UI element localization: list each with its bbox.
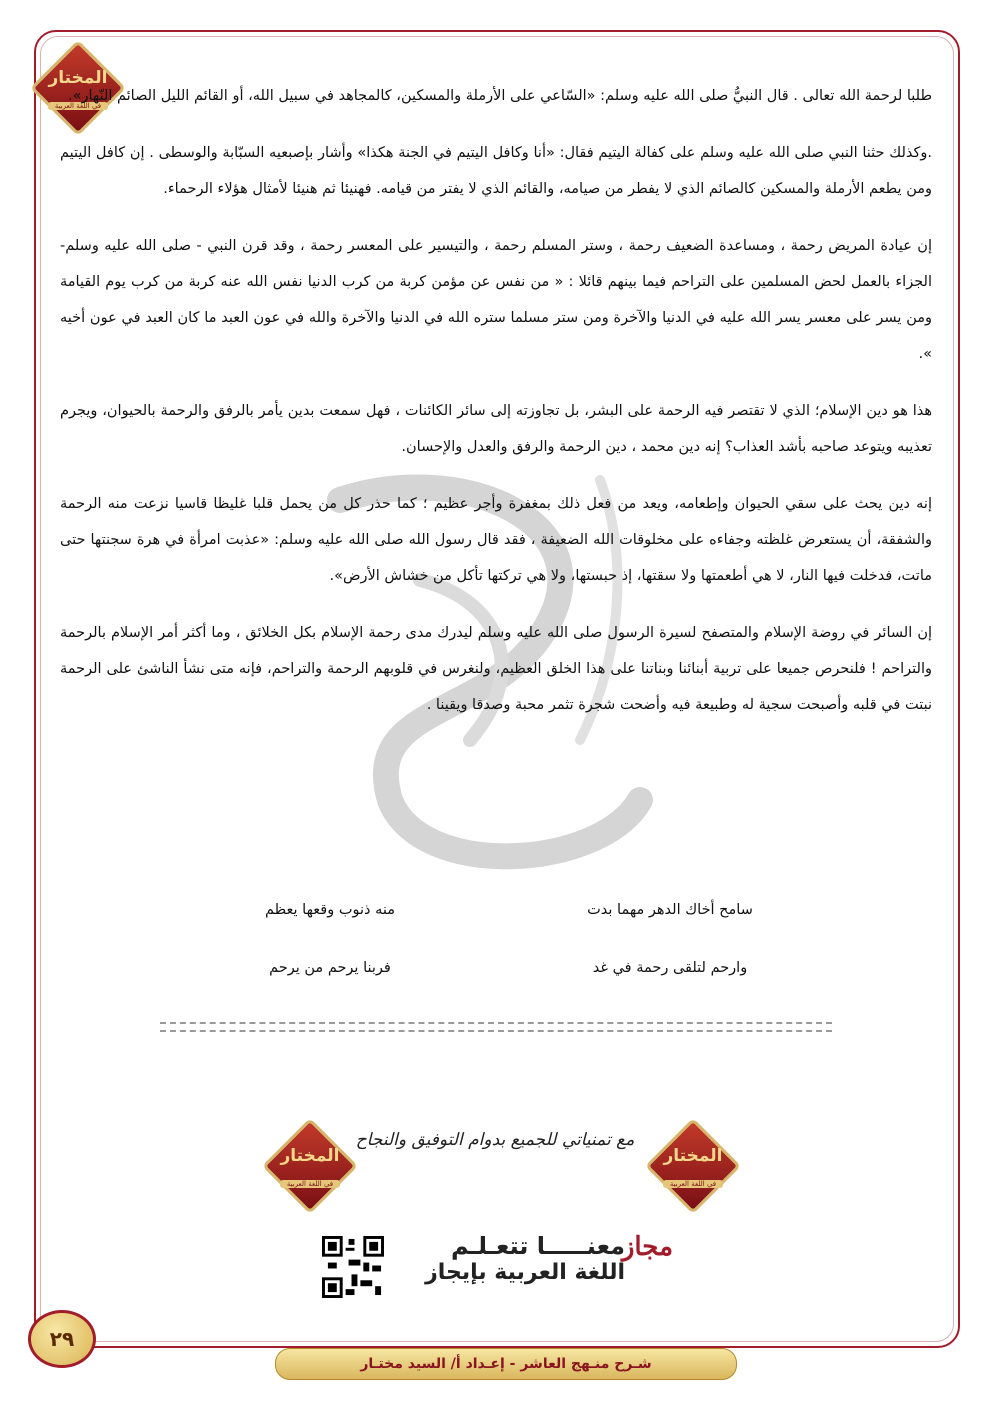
poem-hemistich: وارحم لتلقى رحمة في غد — [592, 960, 748, 976]
paragraph-1: طلبا لرحمة الله تعالى . قال النبيُّ صلى الله عليه وسلم: «السّاعي على الأرملة والمسكين، كالمجاهد في سبيل الله، أو القائم الليل الصائم النّهار». — [67, 88, 932, 104]
separator-rule — [160, 1022, 832, 1032]
badge-subtitle: في اللغة العربية — [48, 102, 108, 110]
badge-diamond — [262, 1118, 358, 1214]
poem-verse-1 — [200, 902, 800, 960]
paragraph-3: إن عيادة المريض رحمة ، ومساعدة الضعيف رحمة ، وستر المسلم رحمة ، والتيسير على المعسر رحمة ، وقد قرن النبي - صلى الله عليه وسلم- الجزاء بالعمل لحض المسلمين على التراحم فيما بينهم قائلا : « من نفس عن مؤمن كربة من كرب الدنيا نفس الله عنه كربة من كرب يوم القيامة ومن يسر على معسر يسر الله عليه في الدنيا والآخرة ومن ستر مسلما ستره الله في الدنيا والآخرة والله في عون العبد ما كان العبد في عون أخيه ». — [60, 238, 932, 362]
qr-code-icon[interactable] — [322, 1236, 384, 1298]
page-number: ٢٩ — [28, 1310, 96, 1368]
brand-slogan — [395, 1232, 625, 1285]
footer-banner: شـرح منـهج العاشر - إعـداد أ/ السيد مختـار — [275, 1348, 737, 1380]
bottom-logo-badge-left — [262, 1118, 358, 1214]
brand-line-1: معنـــــا تتعـلـم — [451, 1232, 625, 1260]
badge-title: المختار — [280, 1146, 340, 1166]
poem — [200, 902, 800, 1018]
bottom-logo-badge-right — [645, 1118, 741, 1214]
poem-hemistich: منه ذنوب وقعها يعظم — [265, 902, 395, 918]
badge-title: المختار — [663, 1146, 723, 1166]
poem-hemistich: سامح أخاك الدهر مهما بدت — [587, 902, 753, 918]
badge-subtitle: في اللغة العربية — [280, 1180, 340, 1188]
article-body — [60, 78, 932, 744]
paragraph-5: إنه دين يحث على سقي الحيوان وإطعامه، ويعد من فعل ذلك بمغفرة وأجر عظيم ؛ كما حذر كل من يحمل قلبا غليظا قاسيا نزعت منه الرحمة والشفقة، أن يستعرض غلظته وجفاءه على مخلوقات الله الضعيفة ، فقد قال رسول الله صلى الله عليه وسلم: «عذبت امرأة في هرة سجنتها حتى ماتت، فدخلت فيها النار، لا هي أطعمتها ولا سقتها، إذ حبستها، ولا هي تركتها تأكل من خشاش الأرض». — [60, 496, 932, 584]
badge-title: المختار — [48, 68, 108, 88]
badge-subtitle: في اللغة العربية — [663, 1180, 723, 1188]
paragraph-4: هذا هو دين الإسلام؛ الذي لا تقتصر فيه الرحمة على البشر، بل تجاوزته إلى سائر الكائنات ، فهل سمعت بدين يأمر بالرفق والرحمة بالحيوان، ويجرم تعذيبه ويتوعد صاحبه بأشد العذاب؟ إنه دين محمد ، دين الرحمة والرفق والعدل والإحسان. — [60, 403, 932, 455]
badge-diamond — [645, 1118, 741, 1214]
poem-verse-2 — [200, 960, 800, 1018]
paragraph-2: .وكذلك حثنا النبي صلى الله عليه وسلم على كفالة اليتيم فقال: «أنا وكافل اليتيم في الجنة هكذا» وأشار بإصبعيه السبّابة والوسطى . إن كافل اليتيم ومن يطعم الأرملة والمسكين كالصائم الذي لا يفطر من صيامه، والقائم الذي لا يفتر من قيامه. فهنيئا ثم هنيئا لأمثال هؤلاء الرحماء. — [60, 145, 932, 197]
mijaz-logo: مجاز — [621, 1232, 673, 1262]
greeting-calligraphy: مع تمنياتي للجميع بدوام التوفيق والنجاح — [355, 1130, 635, 1150]
paragraph-6: إن السائر في روضة الإسلام والمتصفح لسيرة الرسول صلى الله عليه وسلم ليدرك مدى رحمة الإسلام بكل الخلائق ، وما أكثر أمر الإسلام بالرحمة والتراحم ! فلنحرص جميعا على تربية أبنائنا وبناتنا على هذا الخلق العظيم، ولنغرس في قلوبهم الرحمة والتراحم، فإنه متى نشأ الناشئ على الرحمة نبتت في قلبه وأصبحت سجية له وطبيعة فيه وأضحت شجرة تثمر محبة وصدقا ويقينا . — [60, 625, 932, 713]
poem-hemistich: فربنا يرحم من يرحم — [269, 960, 391, 976]
brand-line-2: اللغة العربية بإيجاز — [425, 1260, 625, 1285]
